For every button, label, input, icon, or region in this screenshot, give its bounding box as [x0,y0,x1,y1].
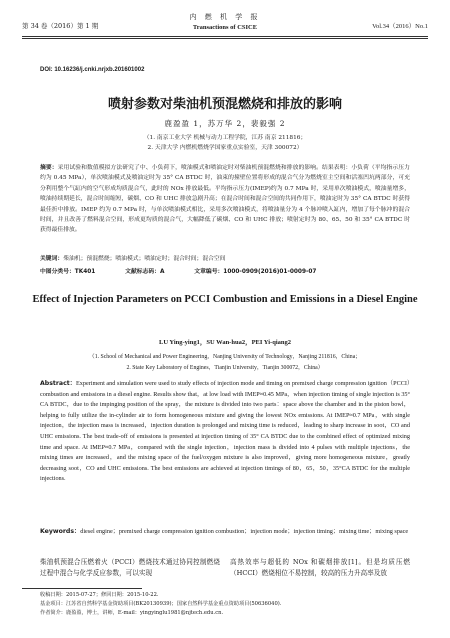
affiliation-en-1: （1. School of Mechanical and Power Engineering，Nanjing University of Technology，Nanjing 211816，China； [88,354,362,360]
keywords-cn-text: 柴油机；预混燃烧；喷油模式；喷油定时；混合时间；混合空间 [63,256,226,262]
affiliation-en-2: 2. State Key Laboratory of Engines，Tianjin University，Tianjin 300072，China） [126,365,324,371]
header-rule-thin [22,38,428,39]
header-rule [22,36,428,37]
article-number: 文章编号：1000-0909(2016)01-0009-07 [194,269,317,275]
footnote-received: 收稿日期：2015-07-27；修回日期：2015-10-22. [40,592,159,598]
authors-en: LU Ying-ying1，SU Wan-hua2，PEI Yi-qiang2 [158,339,292,346]
volume-issue-left: 第 34 卷（2016）第 1 期 [22,22,99,30]
journal-name-en: Transactions of CSICE [192,24,258,31]
footnote-author: 作者简介：鹿盈盈，博士，讲师，E-mail：yingyinglu1981@njtech.edu.cn. [40,610,224,616]
footnote-fund: 基金项目：江苏省自然科学基金资助项目(BK20130939)；国家自然科学基金重点资助项目(50636040). [40,601,282,607]
body-column-right: 高热效率与超低的 NOx 和碳烟排放[1]。但是均质压燃（HCCI）燃烧相位不易控制，较高的压力升高率及放 [230,558,410,577]
keywords-en [40,527,410,538]
keywords-cn [40,254,410,264]
affiliation-cn-2: 2. 天津大学 内燃机燃烧学国家重点实验室，天津 300072） [147,145,303,151]
footnote-rule [22,588,142,589]
keywords-cn-label: 关键词： [40,256,64,262]
title-en: Effect of Injection Parameters on PCCI Combustion and Emissions in a Diesel Engine [32,294,418,305]
abstract-en [40,379,410,485]
doi[interactable]: DOI: 10.16236/j.cnki.nrjxb.201601002 [40,67,145,73]
affiliation-cn-1: （1. 南京工业大学 机械与动力工程学院，江苏 南京 211816； [143,135,307,141]
abstract-cn-label: 摘要： [40,165,58,171]
abstract-cn-text: 采用试验和数值模拟方法研究了中、小负荷下，喷油模式和喷油定时对柴油机预混燃烧和排放的影响。结果表明：小负荷（平均指示压力约为 0.45 MPa），单次喷油模式及喷油定时为 35° CA BTDC 时，油束的撞壁位置将形成的混合气分为燃烧室主空间和活塞凹坑两部分，可充分利用整个气缸内的空气形成均质混合气，此时的 NOx 排放最低。平均指示压力(IMEP)约为 0.7 MPa 时，采用单次喷油模式，喷油量增多，喷油持续期延长，混合时间缩短，碳烟、CO 和 UHC 排放急剧升高；在混合时间和混合空间的共同作用下，喷油定时为 35° CA BTDC 时获得最佳折中排放。IMEP 约为 0.7 MPa 时，与单次喷油模式相比，采用多次喷油模式，将喷油量分为 4 个脉冲喷入缸内，增加了每个脉冲的混合时间，并且改善了燃料混合空间，形成更均质的混合气，大幅降低了碳烟、CO 和 UHC 排放；喷射定时为 80、65、50 和 35° CA BTDC 时获得最佳排放。 [40,165,410,234]
journal-name [22,12,428,31]
journal-name-cn: 内 燃 机 学 报 [189,13,261,21]
clc-number: 中图分类号：TK401 [40,269,96,275]
abstract-en-text: Experiment and simulation were used to study effects of injection mode and timing on premixed charge compression ignition（PCCI）combustion and emissions in a diesel engine. Results show that，at low load with IMEP≈0.45 MPa，when injection timing of single injection is 35° CA BTDC，due to the impinging position of the spray，the mixture is divided into two parts：space above the chamber and in the piston bowl，helping to fully utilize the in-cylinder air to form homogeneous mixture and giving the lowest NOx emissions. At IMEP≈0.7 MPa，with single injection，the injection mass is increased，injection duration is prolonged and mixing time is reduced，leading to sharp increase in soot，CO and UHC emissions. The best trade-off of emissions is presented at injection timing of 35° CA BTDC due to the combined effect of optimized mixing time and space. At IMEP≈0.7 MPa，compared with the single injection，injection mass is divided into 4 pulses with multiple injections，the mixing times are increased，and the mixing space of the fuel/oxygen mixture is also improved，giving more homogeneous mixture，greatly decreasing soot，CO and UHC emissions. The best emissions are achieved at injection timings of 80，65，50，35°CA BTDC for the multiple injections. [40,380,411,483]
document-code: 文献标志码：A [125,269,165,275]
body-column-left: 柴油机预混合压燃着火（PCCI）燃烧技术通过协同控制燃烧过程中混合与化学反应参数，可以实现 [40,558,220,577]
authors-cn: 鹿盈盈 1，苏万华 2，裴毅强 2 [164,119,286,128]
volume-issue-right: Vol.34（2016）No.1 [372,23,428,30]
abstract-cn [40,163,410,236]
keywords-en-label: Keywords： [40,528,81,535]
classification-row [40,266,410,275]
keywords-en-text: diesel engine；premixed charge compression ignition combustion；injection mode；injection timing；mixing time；mixing space [80,528,409,535]
title-cn: 喷射参数对柴油机预混燃烧和排放的影响 [107,97,342,112]
abstract-en-label: Abstract： [40,380,76,387]
